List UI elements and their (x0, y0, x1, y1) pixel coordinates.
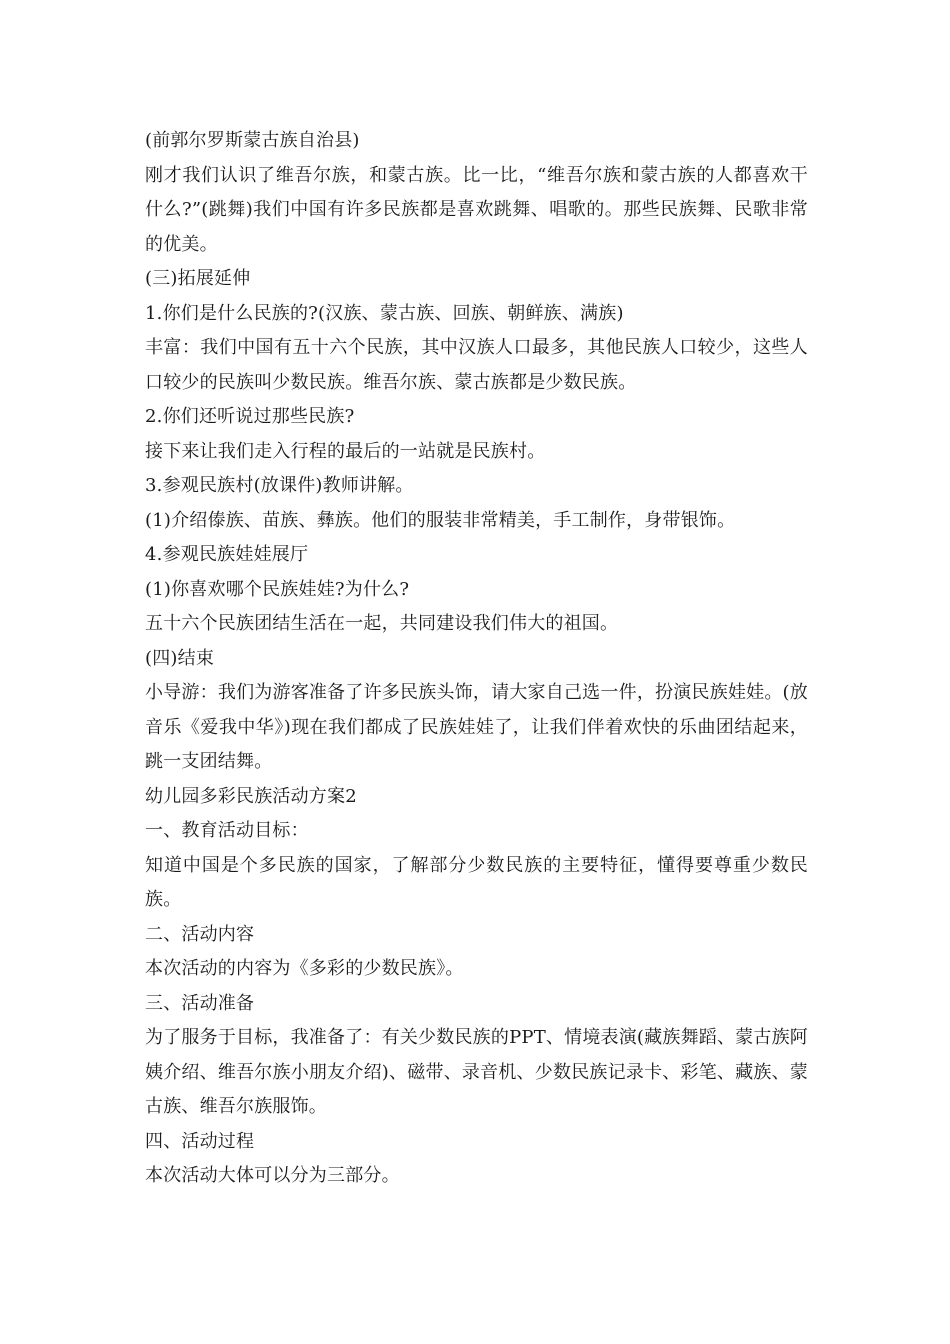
step-3-item-1: (1)介绍傣族、苗族、彝族。他们的服装非常精美，手工制作，身带银饰。 (145, 509, 736, 531)
paragraph-comparison: 刚才我们认识了维吾尔族，和蒙古族。比一比，“维吾尔族和蒙古族的人都喜欢干什么?”(跳舞)我们中国有许多民族都是喜欢跳舞、唱歌的。那些民族舞、民歌非常的优美。 (145, 164, 808, 255)
heading-process: 四、活动过程 (145, 1130, 255, 1152)
paragraph-unity: 五十六个民族团结生活在一起，共同建设我们伟大的祖国。 (145, 613, 619, 634)
paragraph-tour-guide: 小导游：我们为游客准备了许多民族头饰，请大家自己选一件，扮演民族娃娃。(放音乐《爱我中华》)现在我们都成了民族娃娃了，让我们伴着欢快的乐曲团结起来，跳一支团结舞。 (145, 682, 808, 772)
paragraph-enrichment: 丰富：我们中国有五十六个民族，其中汉族人口最多，其他民族人口较少，这些人口较少的民族叫少数民族。维吾尔族、蒙古族都是少数民族。 (145, 337, 808, 393)
document-body (145, 124, 808, 1194)
paragraph-location-note: (前郭尔罗斯蒙古族自治县) (145, 130, 360, 151)
plan-2-title: 幼儿园多彩民族活动方案2 (145, 785, 357, 807)
heading-content: 二、活动内容 (145, 923, 255, 945)
step-4-doll-hall: 4.参观民族娃娃展厅 (145, 544, 309, 565)
section-heading-ending: (四)结束 (145, 647, 215, 669)
step-4-item-1: (1)你喜欢哪个民族娃娃?为什么? (145, 578, 410, 600)
paragraph-preparation: 为了服务于目标，我准备了：有关少数民族的PPT、情境表演(藏族舞蹈、蒙古族阿姨介绍、维吾尔族小朋友介绍)、磁带、录音机、少数民族记录卡、彩笔、藏族、蒙古族、维吾尔族服饰。 (145, 1027, 808, 1117)
step-3-village-visit: 3.参观民族村(放课件)教师讲解。 (145, 475, 414, 496)
question-2: 2.你们还听说过那些民族? (145, 406, 355, 427)
heading-preparation: 三、活动准备 (145, 992, 255, 1014)
section-heading-extension: (三)拓展延伸 (145, 268, 251, 289)
paragraph-goals: 知道中国是个多民族的国家，了解部分少数民族的主要特征，懂得要尊重少数民族。 (145, 854, 808, 910)
paragraph-village-intro: 接下来让我们走入行程的最后的一站就是民族村。 (145, 440, 546, 462)
question-1: 1.你们是什么民族的?(汉族、蒙古族、回族、朝鲜族、满族) (145, 302, 624, 324)
paragraph-process: 本次活动大体可以分为三部分。 (145, 1165, 400, 1186)
paragraph-content: 本次活动的内容为《多彩的少数民族》。 (145, 958, 464, 979)
heading-goals: 一、教育活动目标： (145, 820, 309, 841)
